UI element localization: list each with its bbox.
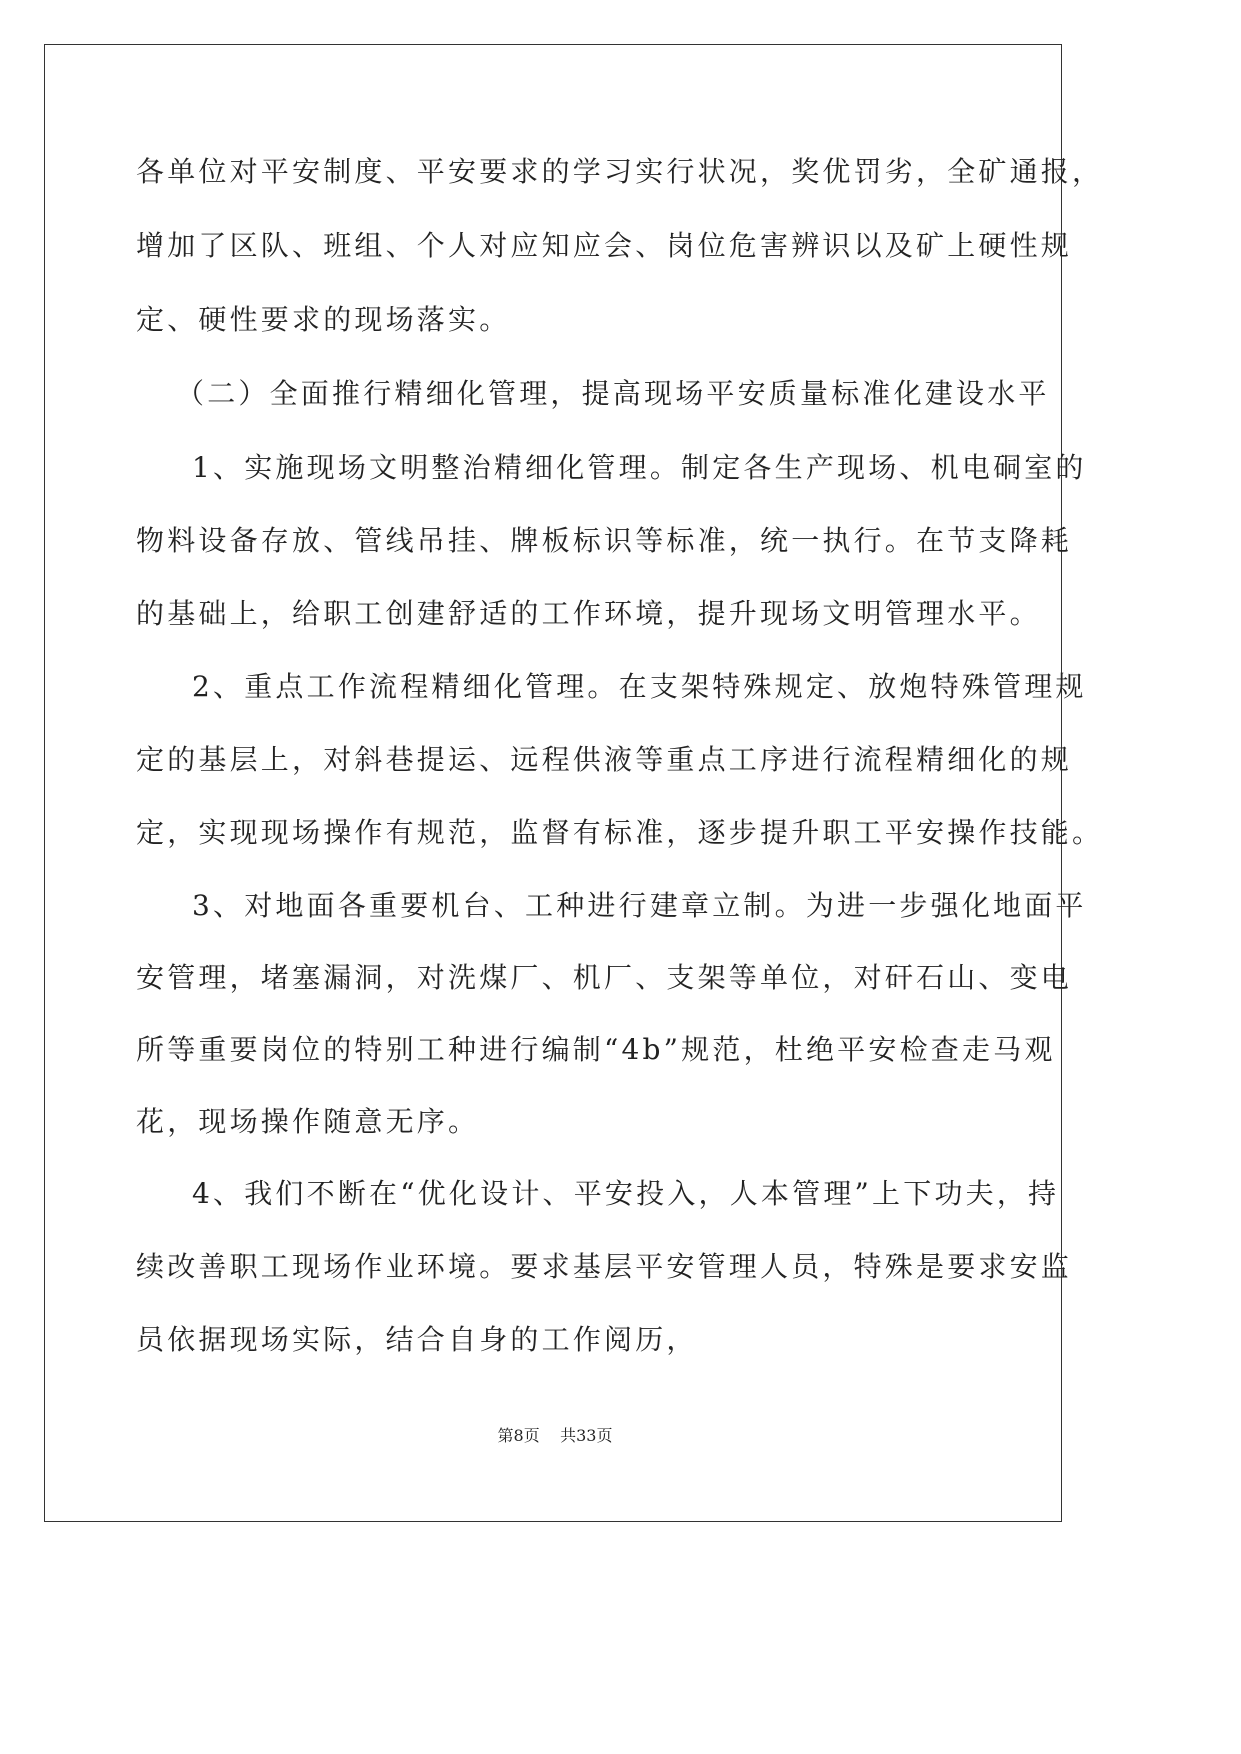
text-line: 增加了区队、班组、个人对应知应会、岗位危害辨识以及矿上硬性规 [136,229,1073,262]
text-line: 定的基层上，对斜巷提运、远程供液等重点工序进行流程精细化的规 [136,743,1073,776]
page-footer [0,1426,1110,1446]
text-line: 安管理，堵塞漏洞，对洗煤厂、机厂、支架等单位，对矸石山、变电 [136,961,1073,994]
text-line: 的基础上，给职工创建舒适的工作环境，提升现场文明管理水平。 [136,597,1041,630]
page-prefix: 第 [497,1426,514,1445]
text-line: 各单位对平安制度、平安要求的学习实行状况，奖优罚劣，全矿通报， [136,155,1104,188]
text-line: 所等重要岗位的特别工种进行编制“4b”规范，杜绝平安检查走马观 [136,1033,1056,1066]
text-line: 定、硬性要求的现场落实。 [136,303,511,336]
page-border [44,44,1062,1522]
text-line: 1、实施现场文明整治精细化管理。制定各生产现场、机电硐室的 [192,451,1087,484]
total-suffix: 页 [596,1426,613,1445]
text-line: 3、对地面各重要机台、工种进行建章立制。为进一步强化地面平 [192,889,1087,922]
page-number: 8 [513,1426,524,1445]
text-line: 员依据现场实际，结合自身的工作阅历， [136,1323,698,1356]
text-line: 物料设备存放、管线吊挂、牌板标识等标准，统一执行。在节支降耗 [136,524,1073,557]
text-line: 2、重点工作流程精细化管理。在支架特殊规定、放炮特殊管理规 [192,670,1087,703]
page-suffix: 页 [523,1426,540,1445]
text-line: 续改善职工现场作业环境。要求基层平安管理人员，特殊是要求安监 [136,1250,1073,1283]
section-heading: （二）全面推行精细化管理，提高现场平安质量标准化建设水平 [176,377,1050,410]
total-prefix: 共 [560,1426,577,1445]
total-pages: 33 [576,1426,597,1445]
text-line: 花，现场操作随意无序。 [136,1105,480,1138]
text-line: 定，实现现场操作有规范，监督有标准，逐步提升职工平安操作技能。 [136,816,1104,849]
text-line: 4、我们不断在“优化设计、平安投入，人本管理”上下功夫，持 [192,1177,1060,1210]
